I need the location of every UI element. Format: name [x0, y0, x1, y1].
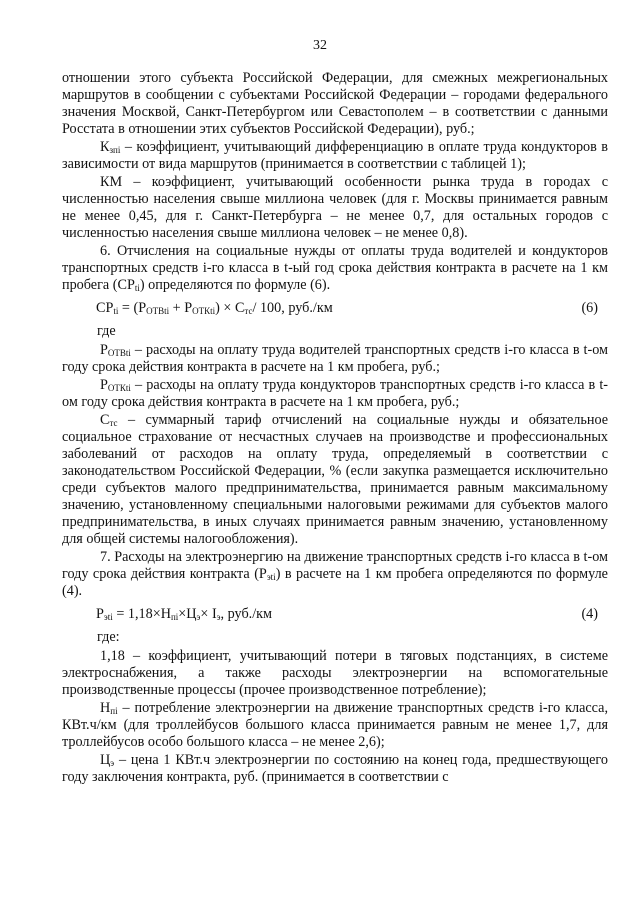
subscript: ti	[134, 283, 140, 293]
paragraph: отношении этого субъекта Российской Федерации, для смежных межрегиональных маршрутов в сообщении с субъектами Российской Федерации – городами федерального значения Москвой, Санкт-Петербургом или Севастополем – в соответствии с данными Росстата в отношении этих субъектов Российской Федерации), руб.;	[62, 70, 608, 137]
paragraph-coef-118: 1,18 – коэффициент, учитывающий потери в тяговых подстанциях, в системе электроснабжения, а также расходы электроэнергии на вспомогательные производственные процессы (прочее производственное потребление);	[62, 648, 608, 698]
paragraph-ts-e: $Ц_э$ – цена 1 КВт.ч электроэнергии по состоянию на конец года, предшествующего году заключения контракта, руб. (принимается в соответствии с	[62, 752, 608, 785]
paragraph-section-7: 7. Расходы на электроэнергию на движение транспортных средств i-го класса в t-ом году срока действия контракта $(Р_{эti})$ в расчете на 1 км пробега определяются по формуле (4).	[62, 549, 608, 599]
paragraph-text: ) определяются по формуле (6).	[139, 277, 331, 293]
paragraph-text: 6. Отчисления на социальные нужды от оплаты труда водителей и кондукторов транспортных средств i-го класса в t-ый год срока действия контракта в расчете на 1 км пробега (СР	[62, 243, 608, 293]
formula-number: (6)	[581, 300, 598, 316]
formula-4	[62, 606, 608, 623]
paragraph-section-6	[62, 243, 608, 294]
paragraph-k-m	[62, 174, 608, 242]
symbol: К	[100, 139, 110, 155]
paragraph-n-pi: $Н_{пi}$ – потребление электроэнергии на движение транспортных средств i-го класса, КВт.ч/км (для троллейбусов большого класса принимается равным не менее 1,7, для троллейбусов особо большого класса – не менее 2,6);	[62, 700, 608, 750]
subscript: зпi	[109, 145, 121, 155]
document-body	[62, 70, 608, 787]
where-label: где:	[97, 629, 120, 645]
page-number: 32	[313, 38, 327, 53]
formula-expression: $СР_{ti} = (Р_{ОТВti} + Р_{ОТКti}) \times С_{тс}/$ 100, руб./км	[96, 300, 333, 316]
paragraph-p-otv: $Р_{ОТВti}$ – расходы на оплату труда водителей транспортных средств i-го класса в t-ом году срока действия контракта в расчете на 1 км пробега, руб.;	[62, 342, 608, 375]
formula-expression: $Р_{эti} = 1,18\times Н_{пi}\times Ц_э\times I_э$, руб./км	[96, 606, 273, 622]
paragraph-text: – коэффициент, учитывающий особенности рынка труда в городах с численностью населения свыше миллиона человек (для г. Москвы принимается равным не менее 0,45, для г. Санкт-Петербурга – не менее 0,7, для остальных городов с численностью населения свыше миллиона человек – не менее 0,8).	[62, 174, 609, 241]
symbol: КМ	[100, 174, 123, 190]
paragraph-c-tc: $С_{тс}$ – суммарный тариф отчислений на социальные нужды и обязательное социальное страхование от несчастных случаев на производстве и профессиональных заболеваний от расходов на оплату труда, определяемый в соответствии с законодательством Российской Федерации, % (если закупка размещается исключительно среди субъектов малого предпринимательства, принимается равным максимальному значению, установленному специальными налоговыми режимами для субъектов малого предпринимательства, в иных случаях принимается равным значению, установленному для общей системы налогообложения).	[62, 412, 609, 547]
paragraph-k-zp	[62, 139, 608, 173]
paragraph-text: – коэффициент, учитывающий дифференциацию в оплате труда кондукторов в зависимости от вида маршрутов (принимается в соответствии с таблицей 1);	[62, 139, 609, 172]
formula-6	[62, 300, 608, 317]
paragraph-p-otk: $Р_{ОТКti}$ – расходы на оплату труда кондукторов транспортных средств i-го класса в t-ом году срока действия контракта в расчете на 1 км пробега, руб.;	[62, 377, 608, 410]
where-label: где	[97, 323, 116, 339]
formula-number: (4)	[581, 606, 598, 622]
